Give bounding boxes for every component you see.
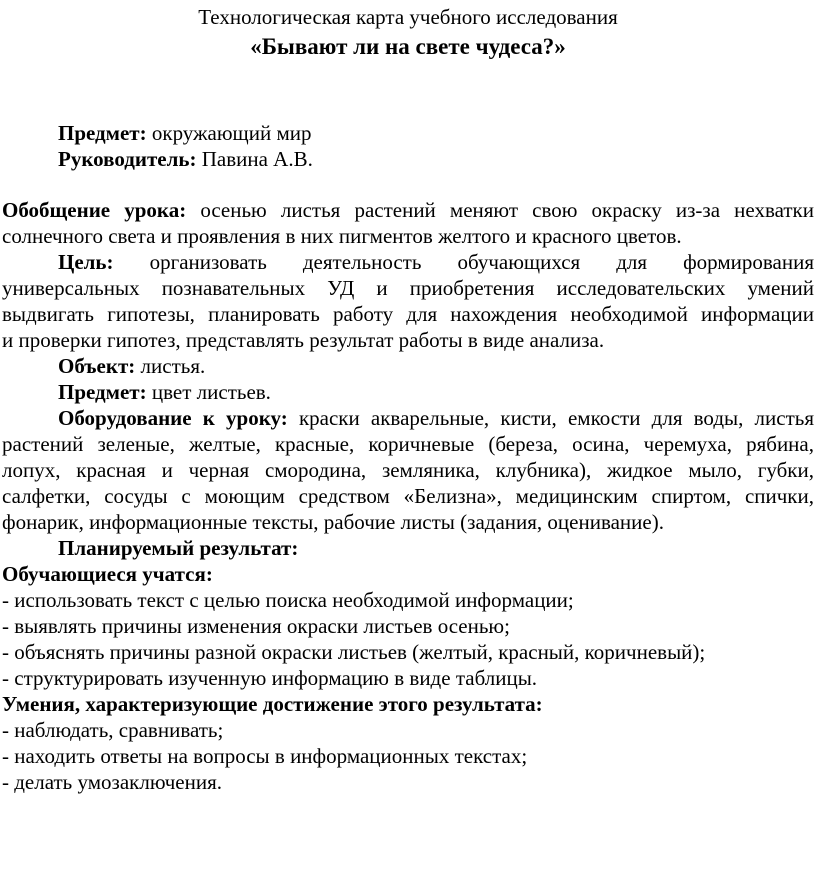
- goal-line-3: выдвигать гипотезы, планировать работу для нахождения необходимой информации: [2, 302, 814, 326]
- result-heading: Планируемый результат:: [58, 536, 299, 560]
- item-label: Предмет:: [58, 380, 147, 404]
- skills-heading: Умения, характеризующие достижение этого результата:: [2, 692, 543, 716]
- subject-label: Предмет:: [58, 121, 147, 145]
- learners-heading: Обучающиеся учатся:: [2, 562, 213, 586]
- learners-item: - использовать текст с целью поиска необходимой информации;: [2, 588, 574, 612]
- object-line: [58, 353, 814, 379]
- summary-line-2: солнечного света и проявления в них пигментов желтого и красного цветов.: [2, 224, 682, 248]
- goal-label: Цель:: [58, 250, 114, 274]
- item-line: [58, 379, 814, 405]
- goal-line-2: универсальных познавательных УД и приобретения исследовательских умений: [2, 276, 814, 300]
- goal-text-1: организовать деятельность обучающихся для формирования: [113, 250, 814, 274]
- equipment-line-2: растений зеленые, желтые, красные, коричневые (береза, осина, черемуха, рябина,: [2, 432, 814, 456]
- object-label: Объект:: [58, 354, 136, 378]
- skills-item: - наблюдать, сравнивать;: [2, 718, 224, 742]
- equipment-line-3: лопух, красная и черная смородина, земляника, клубника), жидкое мыло, губки,: [2, 458, 814, 482]
- learners-item: - структурировать изученную информацию в виде таблицы.: [2, 666, 538, 690]
- doc-title: «Бывают ли на свете чудеса?»: [250, 34, 566, 59]
- equipment-line-1: [58, 405, 814, 431]
- summary-label: Обобщение урока:: [2, 198, 187, 222]
- equipment-line-5: фонарик, информационные тексты, рабочие листы (задания, оценивание).: [2, 510, 664, 534]
- subject-line: [58, 120, 814, 146]
- goal-line-1: [58, 249, 814, 275]
- summary-line-1: [2, 197, 814, 223]
- equipment-text-1: краски акварельные, кисти, емкости для воды, листья: [287, 406, 815, 430]
- learners-item: - объяснять причины разной окраски листьев (желтый, красный, коричневый);: [2, 640, 706, 664]
- leader-line: [58, 146, 814, 172]
- equipment-line-4: салфетки, сосуды с моющим средством «Белизна», медицинским спиртом, спички,: [2, 484, 814, 508]
- skills-item: - делать умозаключения.: [2, 770, 222, 794]
- equipment-label: Оборудование к уроку:: [58, 406, 288, 430]
- goal-line-4: и проверки гипотез, представлять результат работы в виде анализа.: [2, 328, 605, 352]
- summary-text-1: осенью листья растений меняют свою окраску из-за нехватки: [186, 198, 814, 222]
- item-value: цвет листьев.: [146, 380, 271, 404]
- object-value: листья.: [135, 354, 206, 378]
- leader-label: Руководитель:: [58, 147, 197, 171]
- skills-item: - находить ответы на вопросы в информационных текстах;: [2, 744, 528, 768]
- learners-item: - выявлять причины изменения окраски листьев осенью;: [2, 614, 510, 638]
- leader-value: Павина А.В.: [196, 147, 313, 171]
- subject-value: окружающий мир: [146, 121, 312, 145]
- doc-subtitle: Технологическая карта учебного исследования: [198, 5, 618, 29]
